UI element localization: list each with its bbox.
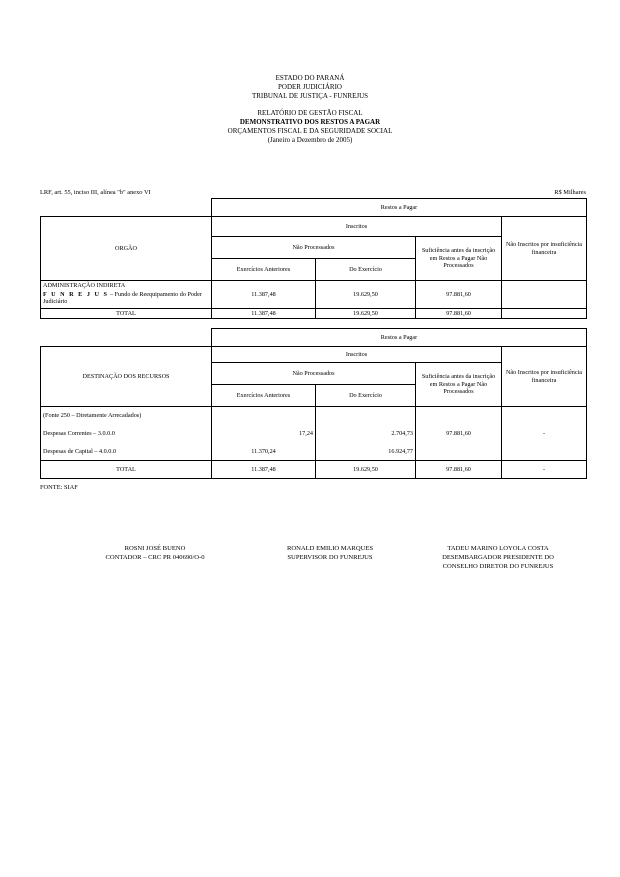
header-budget: ORÇAMENTOS FISCAL E DA SEGURIDADE SOCIAL	[227, 127, 393, 135]
suficiencia-value: 97.881,60	[416, 407, 502, 461]
total-label: TOTAL	[41, 309, 212, 319]
destinacao-label: DESTINAÇÃO DOS RECURSOS	[41, 347, 212, 407]
suficiencia-label-2: Suficiência antes da inscrição em Restos a Pagar Não Processados	[416, 363, 502, 407]
entity-cell	[41, 291, 212, 309]
table-row	[41, 329, 587, 347]
table-row	[41, 347, 587, 363]
entity-desc: – Fundo de Reequipamento do Poder Judiciário	[43, 290, 202, 305]
entity-name: F U N R E J U S	[43, 290, 109, 298]
total-exercicio-2: 19.629,50	[316, 461, 416, 479]
header-power: PODER JUDICIÁRIO	[278, 83, 342, 91]
do-exercicio-label: Do Exercício	[316, 259, 416, 281]
signature-supervisor	[260, 544, 400, 562]
signature-name: ROSNI JOSÉ BUENO	[124, 545, 186, 552]
correntes-label: Despesas Correntes – 3.0.0.0	[41, 425, 212, 443]
signature-name: RONALD EMILIO MARQUES	[286, 545, 374, 552]
suficiencia-label: Suficiência antes da inscrição em Restos a Pagar Não Processados	[416, 237, 502, 281]
header-state: ESTADO DO PARANÁ	[275, 74, 345, 82]
total-suficiencia-2: 97.881,60	[416, 461, 502, 479]
total-suficiencia: 97.881,60	[416, 309, 502, 319]
entity-exercicio: 19.629,50	[316, 291, 416, 309]
correntes-exercicio: 2.704,73	[316, 425, 416, 443]
total-nao-inscritos-2: -	[502, 461, 587, 479]
header-report: RELATÓRIO DE GESTÃO FISCAL	[257, 109, 363, 117]
fonte-250-label: (Fonte 250 – Diretamente Arrecadados)	[41, 407, 212, 425]
signature-president	[420, 544, 576, 571]
exercicios-anteriores-label: Exercícios Anteriores	[212, 259, 316, 281]
law-reference: LRF, art. 55, inciso III, alínea "b" anexo VI	[40, 189, 151, 196]
table-row	[41, 291, 587, 309]
table-row	[41, 407, 587, 425]
nao-inscritos-label: Não Inscritos por insuficiência financeira	[502, 217, 587, 281]
signature-role: DESEMBARGADOR PRESIDENTE DO	[442, 554, 554, 561]
unit-label: R$ Milhares	[554, 189, 586, 196]
capital-exercicio: 16.924,77	[316, 443, 416, 461]
header-court: TRIBUNAL DE JUSTIÇA - FUNREJUS	[251, 92, 369, 100]
nao-processados-label-2: Não Processados	[212, 363, 416, 385]
restos-header-2: Restos a Pagar	[212, 329, 587, 347]
entity-nao-inscritos	[502, 291, 587, 309]
entity-suficiencia: 97.881,60	[416, 291, 502, 309]
inscritos-label-2: Inscritos	[212, 347, 502, 363]
total-row	[41, 309, 587, 319]
do-exercicio-label-2: Do Exercício	[316, 385, 416, 407]
admin-label: ADMINISTRAÇÃO INDIRETA	[41, 281, 212, 291]
orgao-table	[40, 198, 587, 319]
signature-name: TADEU MARINO LOYOLA COSTA	[447, 545, 549, 552]
signature-accountant	[80, 544, 230, 562]
table-row	[41, 217, 587, 237]
nao-inscritos-value: -	[502, 407, 587, 461]
header-period: (Janeiro a Dezembro de 2005)	[267, 136, 353, 144]
orgao-label: ORGÃO	[41, 217, 212, 281]
source-note: FONTE: SIAF	[40, 484, 78, 491]
document-header	[0, 74, 620, 145]
table-row	[41, 199, 587, 217]
correntes-anteriores: 17,24	[212, 425, 316, 443]
signature-role-line2: CONSELHO DIRETOR DO FUNREJUS	[442, 563, 554, 570]
nao-processados-label: Não Processados	[212, 237, 416, 259]
table-row	[41, 281, 587, 291]
capital-anteriores: 11.370,24	[212, 443, 316, 461]
signature-role: CONTADOR – CRC PR 040690/O-0	[105, 554, 205, 561]
total-nao-inscritos	[502, 309, 587, 319]
restos-header: Restos a Pagar	[212, 199, 587, 217]
total-anteriores-2: 11.387,48	[212, 461, 316, 479]
total-row	[41, 461, 587, 479]
destinacao-table	[40, 328, 587, 479]
inscritos-label: Inscritos	[212, 217, 502, 237]
entity-anteriores: 11.387,48	[212, 291, 316, 309]
signature-role: SUPERVISOR DO FUNREJUS	[287, 554, 373, 561]
capital-label: Despesas de Capital – 4.0.0.0	[41, 443, 212, 461]
header-statement: DEMONSTRATIVO DOS RESTOS A PAGAR	[239, 118, 381, 126]
nao-inscritos-label-2: Não Inscritos por insuficiência financeira	[502, 347, 587, 407]
total-anteriores: 11.387,48	[212, 309, 316, 319]
total-label-2: TOTAL	[41, 461, 212, 479]
total-exercicio: 19.629,50	[316, 309, 416, 319]
exercicios-anteriores-label-2: Exercícios Anteriores	[212, 385, 316, 407]
